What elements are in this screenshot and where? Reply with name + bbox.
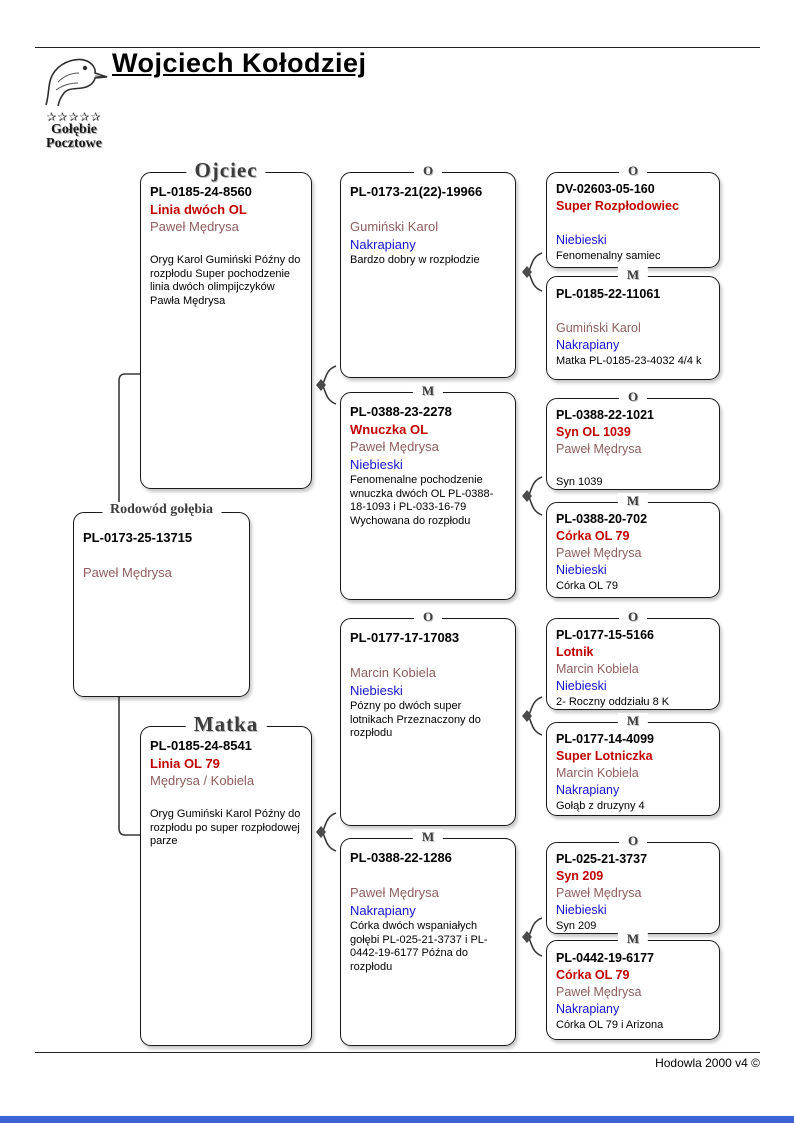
ring-number: PL-0185-22-11061 <box>556 287 661 301</box>
father-color <box>150 236 303 254</box>
bottom-edge-bar <box>0 1116 794 1123</box>
mother-owner: Mędrysa / Kobiela <box>150 773 255 788</box>
father-line-name: Linia dwóch OL <box>150 201 247 217</box>
great-grandparent-box-8 <box>546 931 720 1040</box>
grandfather-maternal-box <box>340 609 516 826</box>
color-name: Niebieski <box>556 903 607 917</box>
description: Córka OL 79 <box>556 580 618 592</box>
line-name <box>350 647 507 665</box>
ring-number: PL-0388-20-702 <box>556 512 648 526</box>
description: 2- Roczny oddziału 8 K <box>556 696 670 708</box>
subject-line-name <box>83 547 241 565</box>
line-name: Wnuczka OL <box>350 421 429 437</box>
line-name <box>350 867 507 885</box>
footer-rule <box>35 1052 760 1053</box>
ring-number: PL-0177-14-4099 <box>556 732 654 746</box>
owner-name: Marcin Kobiela <box>350 665 436 680</box>
owner-name: Paweł Mędrysa <box>350 439 439 454</box>
grandmother-paternal-box <box>340 383 516 600</box>
footer-text: Hodowla 2000 v4 © <box>655 1056 760 1070</box>
sex-label: M <box>413 829 443 845</box>
mother-line-name: Linia OL 79 <box>150 755 220 771</box>
connector-joint <box>312 810 338 854</box>
great-grandparent-box-7 <box>546 833 720 934</box>
description: Bardzo dobry w rozpłodzie <box>350 254 480 266</box>
description: Syn 1039 <box>556 476 603 488</box>
ring-number: PL-0388-22-1021 <box>556 408 654 422</box>
subject-owner: Paweł Mędrysa <box>83 565 172 580</box>
sex-label: O <box>619 163 647 179</box>
mother-label: Matka <box>186 712 267 737</box>
ring-number: PL-0388-22-1286 <box>350 850 452 865</box>
father-box <box>140 158 312 489</box>
owner-name: Paweł Mędrysa <box>556 546 642 560</box>
mother-box <box>140 712 312 1046</box>
logo-text-line2: Pocztowe <box>46 136 102 151</box>
color-name: Nakrapiany <box>350 236 416 252</box>
line-name: Super Rozpłodowiec <box>556 199 679 213</box>
owner-name: Paweł Mędrysa <box>556 886 642 900</box>
description: Syn 209 <box>556 920 597 932</box>
ring-number: PL-0177-17-17083 <box>350 630 460 645</box>
description: Pózny po dwóch super lotnikach Przeznaczony do rozpłodu <box>350 700 481 739</box>
color-name: Nakrapiany <box>556 1002 620 1016</box>
great-grandparent-box-3 <box>546 389 720 490</box>
connector-joint <box>518 250 544 294</box>
sex-label: O <box>414 163 442 179</box>
mother-description: Oryg Gumiński Karol Późny do rozpłodu po super rozpłodowej parze <box>150 808 301 847</box>
sex-label: O <box>414 609 442 625</box>
ring-number: PL-0388-23-2278 <box>350 404 452 419</box>
color-name: Niebieski <box>556 679 607 693</box>
connector-joint <box>518 474 544 518</box>
connector-joint <box>312 363 338 407</box>
logo <box>30 52 118 151</box>
great-grandparent-box-4 <box>546 493 720 598</box>
sex-label: M <box>618 713 648 729</box>
ring-number: PL-0442-19-6177 <box>556 951 654 965</box>
father-description: Oryg Karol Gumiński Późny do rozpłodu Super pochodzenie linia dwóch olimpijczyków Pawła Mędrysa <box>150 254 301 307</box>
owner-name: Marcin Kobiela <box>556 766 639 780</box>
line-name <box>350 201 507 219</box>
color-name: Niebieski <box>556 233 607 247</box>
sex-label: M <box>618 931 648 947</box>
subject-label: Rodowód gołębia <box>102 502 221 518</box>
grandmother-maternal-box <box>340 829 516 1046</box>
owner-name: Marcin Kobiela <box>556 662 639 676</box>
logo-text-line1: Gołębie <box>51 122 97 137</box>
line-name: Syn 209 <box>556 869 604 883</box>
logo-stars: ✰✰✰✰✰ <box>46 110 102 124</box>
pigeon-logo-icon <box>38 52 110 106</box>
great-grandparent-box-2 <box>546 267 720 380</box>
page-title: Wojciech Kołodziej <box>112 48 367 78</box>
great-grandparent-box-6 <box>546 713 720 816</box>
grandfather-paternal-box <box>340 163 516 378</box>
great-grandparent-box-5 <box>546 609 720 710</box>
father-ring: PL-0185-24-8560 <box>150 184 252 199</box>
owner-name <box>556 215 711 232</box>
sex-label: M <box>618 493 648 509</box>
sex-label: O <box>619 389 647 405</box>
subject-box <box>73 502 250 697</box>
ring-number: PL-0177-15-5166 <box>556 628 654 642</box>
father-owner: Paweł Mędrysa <box>150 219 239 234</box>
sex-label: O <box>619 609 647 625</box>
line-name: Super Lotniczka <box>556 749 653 763</box>
sex-label: M <box>413 383 443 399</box>
great-grandparent-box-1 <box>546 163 720 268</box>
color-name: Niebieski <box>556 563 607 577</box>
description: Fenomenalny samiec <box>556 250 661 262</box>
mother-color <box>150 790 303 808</box>
owner-name: Paweł Mędrysa <box>556 442 642 456</box>
line-name <box>556 303 711 320</box>
sex-label: M <box>618 267 648 283</box>
color-name: Niebieski <box>350 682 403 698</box>
mother-ring: PL-0185-24-8541 <box>150 738 252 753</box>
description: Córka OL 79 i Arizona <box>556 1019 664 1031</box>
description: Matka PL-0185-23-4032 4/4 k <box>556 355 702 367</box>
description: Córka dwóch wspaniałych gołębi PL-025-21-3737 i PL-0442-19-6177 Późna do rozpłodu <box>350 920 488 973</box>
ring-number: PL-025-21-3737 <box>556 852 648 866</box>
connector-joint <box>518 915 544 959</box>
color-name: Nakrapiany <box>350 902 416 918</box>
color-name <box>556 458 711 475</box>
ring-number: PL-0173-21(22)-19966 <box>350 184 483 199</box>
description: Fenomenalne pochodzenie wnuczka dwóch OL PL-0388-18-1093 i PL-033-16-79 Wychowana do rozpłodu <box>350 474 494 527</box>
line-name: Lotnik <box>556 645 594 659</box>
father-label: Ojciec <box>186 158 265 183</box>
owner-name: Paweł Mędrysa <box>556 985 642 999</box>
owner-name: Gumiński Karol <box>556 321 641 335</box>
color-name: Nakrapiany <box>556 783 620 797</box>
ring-number: DV-02603-05-160 <box>556 182 655 196</box>
owner-name: Paweł Mędrysa <box>350 885 439 900</box>
sex-label: O <box>619 833 647 849</box>
owner-name: Gumiński Karol <box>350 219 439 234</box>
color-name: Niebieski <box>350 456 403 472</box>
color-name: Nakrapiany <box>556 338 620 352</box>
line-name: Córka OL 79 <box>556 968 630 982</box>
line-name: Syn OL 1039 <box>556 425 631 439</box>
connector-joint <box>518 694 544 738</box>
description: Gołąb z druzyny 4 <box>556 800 645 812</box>
line-name: Córka OL 79 <box>556 529 630 543</box>
subject-ring: PL-0173-25-13715 <box>83 530 193 545</box>
